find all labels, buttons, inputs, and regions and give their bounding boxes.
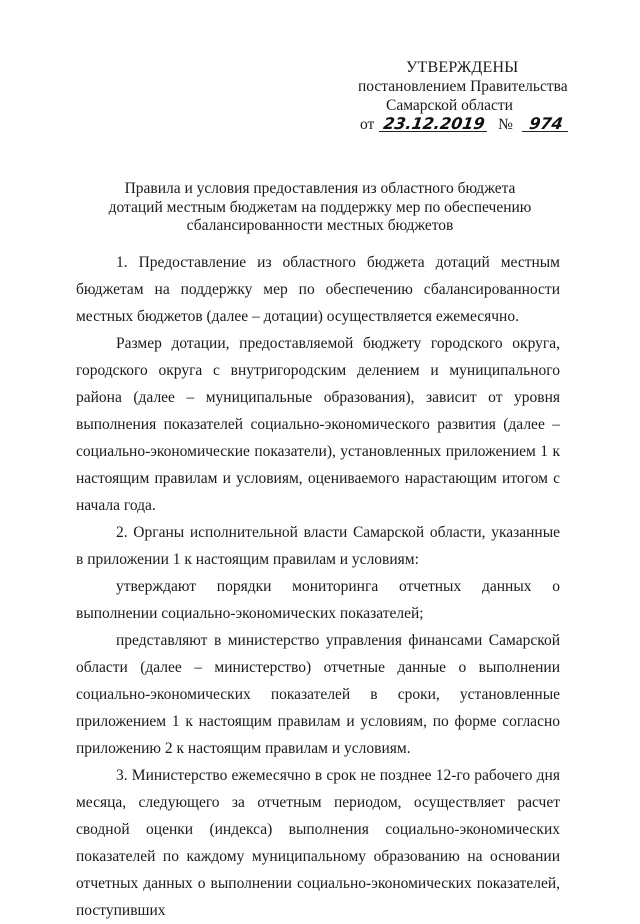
- paragraph-1: 1. Предоставление из областного бюджета дотаций местным бюджетам на поддержку мер по обеспечению сбалансированности местных бюджетов (далее – дотации) осуществляется ежемесячно.: [76, 254, 560, 325]
- document-title: [80, 180, 560, 236]
- approval-decree-line: постановлением Правительства: [358, 78, 568, 95]
- approval-handwritten-date: 23.12.2019: [379, 116, 489, 132]
- paragraph-6: 3. Министерство ежемесячно в срок не позднее 12-го рабочего дня месяца, следующего за отчетным периодом, осуществляет расчет сводной оценки (индекса) выполнения социально-экономических показателей по каждому муниципальному образованию на основании отчетных данных о выполнении социально-экономических показателей, поступивших: [76, 767, 560, 919]
- paragraph-2: Размер дотации, предоставляемой бюджету городского округа, городского округа с внутригородским делением и муниципального района (далее – муниципальные образования), зависит от уровня выполнения показателей социально-экономического развития (далее – социально-экономические показатели), установленных приложением 1 к настоящим правилам и условиям, оцениваемого нарастающим итогом с начала года.: [76, 335, 560, 514]
- approval-from-label: от: [360, 116, 375, 133]
- title-line-2: дотаций местным бюджетам на поддержку мер по обеспечению: [108, 198, 532, 216]
- approval-date-number-line: [340, 115, 600, 134]
- paragraph-3: 2. Органы исполнительной власти Самарской области, указанные в приложении 1 к настоящим правилам и условиям:: [76, 524, 560, 568]
- title-line-1: Правила и условия предоставления из областного бюджета: [124, 180, 516, 197]
- title-line-3: сбалансированности местных бюджетов: [186, 217, 454, 234]
- approval-handwritten-number: 974: [522, 116, 570, 132]
- document-body: [76, 249, 560, 924]
- approval-region-line: Самарской области: [386, 97, 513, 114]
- paragraph-4: утверждают порядки мониторинга отчетных данных о выполнении социально-экономических показателей;: [76, 578, 560, 622]
- approval-block: [340, 58, 600, 134]
- approval-heading: УТВЕРЖДЕНЫ: [406, 59, 519, 76]
- approval-number-label: №: [498, 116, 513, 133]
- paragraph-5: представляют в министерство управления финансами Самарской области (далее – министерство) отчетные данные о выполнении социально-экономических показателей в сроки, установленные приложением 1 к настоящим правилам и условиям, по форме согласно приложению 2 к настоящим правилам и условиям.: [76, 632, 560, 757]
